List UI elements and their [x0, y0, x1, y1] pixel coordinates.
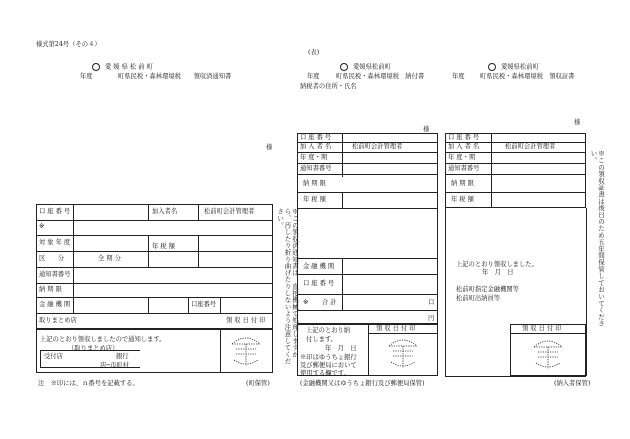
part2-postal-seal-icon: [385, 336, 421, 370]
part1-kome-mark: ※: [39, 223, 45, 230]
part3-year-category-label: 年 度・期: [448, 154, 476, 161]
part3-subscriber-value: 松前町会計管理者: [505, 143, 556, 150]
part3-sama-label: 様: [574, 119, 581, 126]
part2-kome-label: ※: [303, 299, 309, 306]
part3-municipality: 愛媛県松前町: [488, 63, 539, 71]
part3-date-text: 年 月 日: [482, 269, 514, 276]
part1-account-no-short: 口座番号: [191, 301, 217, 308]
part2-received-text: 上記のとおり納付します。: [306, 327, 351, 343]
part1-doc-title: 町県民税・森林環境税 領収済通知書: [118, 73, 232, 80]
part1-municipality: 愛 媛 県 松 前 町: [92, 63, 153, 71]
part3-receipt-stamp-label: 領 収 日 付 印: [522, 325, 562, 332]
part1-receipt-stamp-label: 領 収 日 付 印: [226, 317, 266, 324]
part2-total-label: 合 計: [322, 299, 337, 306]
part1-notice-no-label: 通知書番号: [39, 271, 71, 278]
part3-due-date-label: 納 期 限: [451, 180, 474, 187]
part1-subscriber-value: 松前町会計管理者: [204, 208, 255, 215]
middle-vertical-notice: ※この領収済通知書は、直接機械で処理しますから、汚したり折り曲げたりしないよう注意してください。: [276, 208, 299, 365]
part2-sama-label: 様: [423, 126, 430, 133]
part2-table: [297, 133, 438, 324]
circle-mark-icon: [340, 63, 348, 71]
circle-mark-icon: [488, 63, 496, 71]
part2-subscriber-label: 加 入 者 名: [300, 143, 332, 150]
part1-batch-label: 取りまとめ店: [39, 317, 77, 324]
part1-note: 注 ※印には、ｎ番号を記載する。: [38, 380, 139, 387]
part2-year-category-label: 年 度・期: [300, 154, 328, 161]
part2-municipality: 愛媛県松前町: [340, 63, 391, 71]
part2-year-suffix: 年度: [307, 73, 320, 80]
part1-bank-suffix: 銀行: [116, 353, 129, 360]
part2-receipt-stamp-label: 領 収 日 付 印: [376, 325, 416, 332]
part2-payer-label: 納税者の住所・氏名: [300, 83, 357, 90]
part3-keeper: (納入者保管): [554, 380, 591, 387]
form-number-label: 様式第24号（その４）: [36, 41, 101, 48]
part2-date-text: 年 月 日: [325, 345, 357, 352]
part2-due-date-label: 納 期 限: [303, 180, 326, 187]
part2-account-no-label: 口 座 番 号: [300, 134, 332, 141]
part2-yen-unit: 円: [428, 315, 435, 322]
part1-batch-paren: （取りまとめ店）: [68, 345, 119, 352]
part3-notice-no-label: 通知書番号: [448, 165, 480, 172]
part2-doc-title: 町県民税・森林環境税 納付書: [336, 73, 425, 80]
part2-keeper: (金融機関又はゆうちょ銀行及び郵便局保管): [300, 380, 425, 387]
part3-agent1: 松前町指定金融機関等: [456, 286, 519, 293]
part1-message: 上記のとおり領収しましたので通知します。: [40, 336, 166, 343]
part1-table: [36, 204, 273, 329]
part1-year-suffix: 年度: [80, 73, 93, 80]
part1-sama-label: 様: [266, 144, 273, 151]
part3-postal-seal-icon: [530, 337, 566, 371]
part1-keeper: (町保管): [246, 380, 270, 387]
part1-category-value: 全 期 分: [98, 255, 121, 262]
part1-branch-suffix: 店─市町村: [100, 362, 129, 369]
part3-tax-amount-label: 年 税 額: [451, 196, 474, 203]
part2-notice-no-label: 通知書番号: [300, 165, 332, 172]
part1-bank-label: 金 融 機 関: [39, 301, 71, 308]
part2-account-no2-label: 口 座 番 号: [303, 280, 335, 287]
part3-doc-title: 町県民税・森林環境税 領収証書: [480, 73, 575, 80]
right-vertical-notice: ※この領収証書は後日のため五年間保管しておいてください。: [589, 150, 605, 327]
part1-tax-amount-label: 年 税 額: [152, 243, 175, 250]
part1-target-year-label: 対 象 年 度: [39, 239, 71, 246]
part3-agent2: 松前町出納員等: [456, 295, 501, 302]
part2-note2: 及び郵便局において: [300, 362, 357, 369]
part2-bank-label: 金 融 機 関: [303, 263, 335, 270]
part1-subscriber-label: 加入者名: [152, 208, 178, 215]
part1-category-label: 区 分: [39, 255, 65, 262]
part3-subscriber-label: 加 入 者 名: [448, 143, 480, 150]
part1-account-no-label: 口 座 番 号: [39, 208, 71, 215]
part1-postal-seal-icon: [228, 334, 264, 368]
part1-due-date-label: 納 期 限: [39, 286, 62, 293]
part3-account-no-label: 口 座 番 号: [448, 134, 480, 141]
part3-received-text: 上記のとおり領収しました。: [456, 261, 538, 268]
part2-tax-amount-label: 年 税 額: [303, 196, 326, 203]
part1-receiving-store: 受付店: [44, 353, 63, 360]
front-side-label: (表): [308, 49, 320, 56]
part2-note3: 使用する欄です。: [300, 370, 350, 377]
circle-mark-icon: [92, 63, 100, 71]
part3-year-suffix: 年度: [452, 73, 465, 80]
part2-subscriber-value: 松前町会計管理者: [352, 143, 403, 150]
part2-note1: ※印はゆうちょ銀行: [300, 354, 357, 361]
part2-kuchi-unit: 口: [428, 299, 435, 306]
